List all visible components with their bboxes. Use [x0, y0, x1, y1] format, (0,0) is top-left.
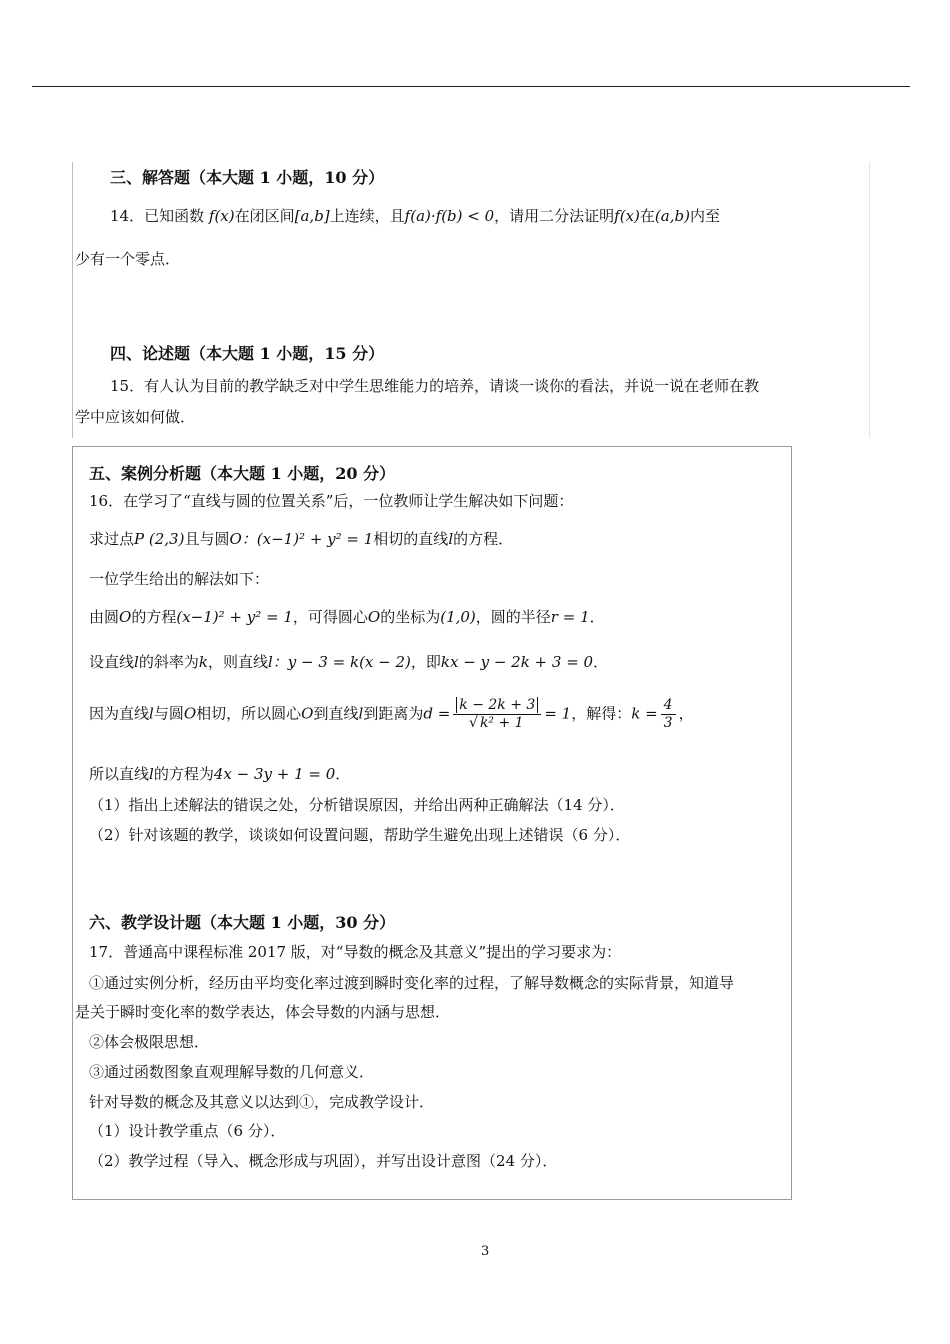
step4-text: 所以直线 [89, 765, 150, 783]
step2-text: ，即 [410, 653, 441, 671]
section4-heading: 四、论述题（本大题 1 小题，15 分） [110, 344, 385, 363]
q17-sub2: （2）教学过程（导入、概念形成与巩固），并写出设计意图（24 分）． [89, 1152, 558, 1170]
problem-text: 且与圆 [184, 530, 230, 548]
step3-text: ，解得： [571, 704, 632, 723]
step4-text: 的方程为 [153, 765, 214, 783]
step3-text: 与圆 [153, 704, 184, 723]
step3-text: 到直线 [313, 704, 359, 723]
distance-equals: = 1 [544, 704, 572, 723]
step2-point-slope: y − 3 = k(x − 2) [287, 653, 411, 671]
k-denominator: 3 [663, 714, 673, 731]
step1-equation: (x−1)² + y² = 1 [176, 608, 293, 626]
q14-fx: f(x) [208, 207, 235, 225]
q17-req1-line1: ①通过实例分析，经历由平均变化率过渡到瞬时变化率的过程，了解导数概念的实际背景，知道导 [89, 974, 735, 992]
step2-text: 设直线 [89, 653, 135, 671]
section3-heading: 三、解答题（本大题 1 小题，10 分） [110, 168, 385, 187]
problem-text: 的方程． [453, 530, 514, 548]
distance-d: d = [423, 704, 451, 723]
q16-intro: 16．在学习了“直线与圆的位置关系”后，一位教师让学生解决如下问题： [89, 492, 574, 510]
distance-fraction: $\frac{k - 2k + 3}{\text{√ k² + 1}}$ [453, 697, 541, 732]
step3-text: 相切，所以圆心 [196, 704, 302, 723]
q14-text: ，请用二分法证明 [494, 207, 615, 225]
q14-interval-closed: [a,b] [294, 207, 330, 225]
step2-general-form: kx − y − 2k + 3 = 0 [440, 653, 594, 671]
step2-text: ，则直线 [207, 653, 268, 671]
section6-heading: 六、教学设计题（本大题 1 小题，30 分） [89, 913, 396, 932]
step1-text: ，圆的半径 [475, 608, 551, 626]
step3-o: O [183, 704, 197, 723]
distance-denominator: k² + 1 [479, 714, 524, 731]
q16-sub1: （1）指出上述解法的错误之处，分析错误原因，并给出两种正确解法（14 分）． [89, 796, 625, 814]
step4-equation: 4x − 3y + 1 = 0 [213, 765, 336, 783]
q17-intro: 17．普通高中课程标准 2017 版，对“导数的概念及其意义”提出的学习要求为： [89, 943, 622, 961]
solution-step3 [89, 697, 694, 732]
step4-text: ． [335, 765, 351, 783]
q15-line1: 15．有人认为目前的教学缺乏对中学生思维能力的培养，请谈一谈你的看法，并说一说在老师在教 [110, 377, 760, 395]
solution-step1 [89, 608, 605, 626]
step1-text: ． [589, 608, 605, 626]
q14-text: 在 [639, 207, 655, 225]
q15-line2: 学中应该如何做． [75, 408, 196, 426]
q14-interval-open: (a,b) [654, 207, 690, 225]
step2-l: l [134, 653, 139, 671]
step1-radius: r = 1 [550, 608, 590, 626]
step2-k: k [198, 653, 208, 671]
step1-text: ，可得圆心 [292, 608, 368, 626]
step1-text: 的坐标为 [380, 608, 441, 626]
q16-sub2: （2）针对该题的教学，谈谈如何设置问题，帮助学生避免出现上述错误（6 分）． [89, 826, 631, 844]
step3-l: l [149, 704, 154, 723]
q14-line1 [110, 207, 720, 225]
step1-o: O [119, 608, 132, 626]
step3-text: 到距离为 [363, 704, 424, 723]
step1-o: O [367, 608, 381, 626]
step2-text: ． [593, 653, 609, 671]
q17-sub1: （1）设计教学重点（6 分）． [89, 1122, 286, 1140]
q16-problem [89, 530, 513, 548]
q14-text: 内至 [689, 207, 720, 225]
question-frame-bottom [72, 446, 792, 1200]
q17-req1-line2: 是关于瞬时变化率的数学表达，体会导数的内涵与思想． [75, 1003, 451, 1021]
step2-l: l： [267, 653, 288, 671]
problem-text: 求过点 [89, 530, 135, 548]
solution-step4 [89, 765, 350, 783]
problem-line-l: l [448, 530, 454, 548]
step2-text: 的斜率为 [138, 653, 199, 671]
step3-text: 因为直线 [89, 704, 150, 723]
problem-text: 相切的直线 [373, 530, 449, 548]
step1-text: 由圆 [89, 608, 120, 626]
q14-line2: 少有一个零点． [75, 250, 181, 268]
k-value: k = [631, 704, 658, 723]
q14-text: 在闭区间 [234, 207, 295, 225]
k-numerator: 4 [661, 697, 676, 715]
q17-task: 针对导数的概念及其意义以达到①，完成教学设计． [89, 1093, 435, 1111]
step3-l: l [358, 704, 364, 723]
step4-l: l [149, 765, 154, 783]
q14-fx: f(x) [614, 207, 640, 225]
step1-text: 的方程 [131, 608, 177, 626]
q14-number: 14． [110, 207, 145, 225]
q14-condition: f(a)·f(b) < 0 [404, 207, 495, 225]
solution-step2 [89, 653, 608, 671]
header-rule [32, 86, 910, 87]
step3-o: O [301, 704, 314, 723]
problem-point: P (2,3) [134, 530, 185, 548]
question-frame-top [72, 162, 870, 438]
page-number: 3 [481, 1244, 490, 1259]
problem-circle-name: O： [229, 530, 257, 548]
q17-req3: ③通过函数图象直观理解导数的几何意义． [89, 1063, 375, 1081]
q17-req2: ②体会极限思想． [89, 1033, 210, 1051]
problem-circle-equation: (x−1)² + y² = 1 [256, 530, 374, 548]
k-fraction [661, 697, 676, 732]
student-intro: 一位学生给出的解法如下： [89, 570, 270, 588]
q14-text: 已知函数 [144, 207, 205, 225]
step3-text: ， [678, 704, 694, 723]
section5-heading: 五、案例分析题（本大题 1 小题，20 分） [89, 464, 396, 483]
distance-numerator: k − 2k + 3 [456, 697, 538, 713]
step1-center: (1,0) [440, 608, 476, 626]
q14-text: 上连续，且 [329, 207, 405, 225]
